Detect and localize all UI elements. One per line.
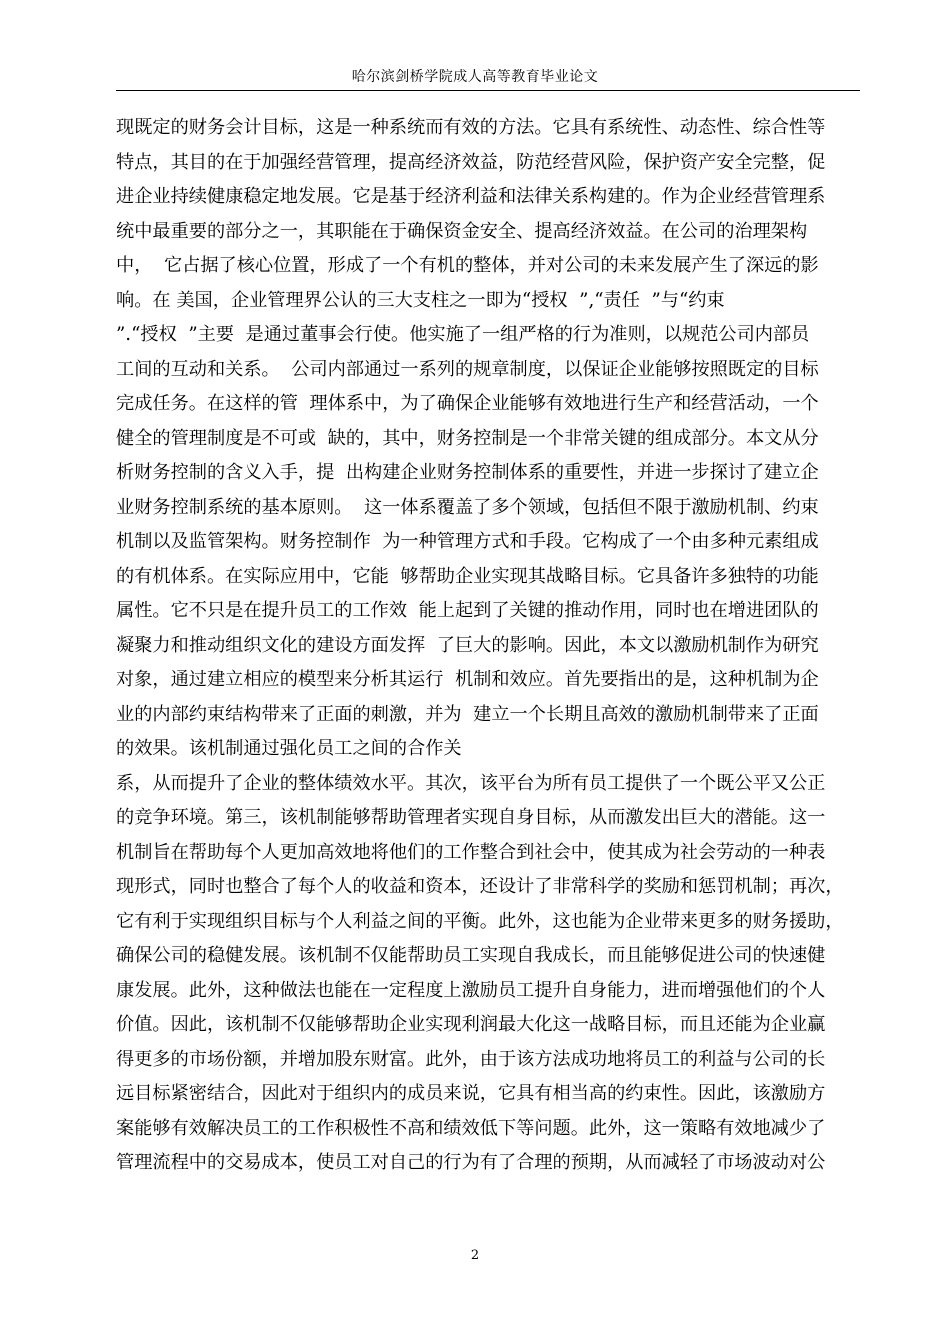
text-line: 特点，其目的在于加强经营管理，提高经济效益，防范经营风险，保护资产安全完整，促 [116, 151, 826, 173]
text-line: 康发展。此外，这种做法也能在一定程度上激励员工提升自身能力，进而增强他们的个人 [116, 979, 826, 1001]
text-line: 统中最重要的部分之一，其职能在于确保资金安全、提高经济效益。在公司的治理架构 [116, 220, 808, 242]
text-line: 业的内部约束结构带来了正面的刺激，并为 建立一个长期且高效的激励机制带来了正面 [116, 703, 819, 725]
text-line: 确保公司的稳健发展。该机制不仅能帮助员工实现自我成长，而且能够促进公司的快速健 [116, 945, 826, 966]
text-line: 的效果。该机制通过强化员工之间的合作关 [116, 738, 462, 759]
text-line: 机制以及监管架构。财务控制作 为一种管理方式和手段。它构成了一个由多种元素组成 [116, 531, 819, 552]
page-number: 2 [470, 1248, 480, 1263]
body-text [116, 111, 860, 1181]
text-line: 价值。因此，该机制不仅能够帮助企业实现利润最大化这一战略目标，而且还能为企业赢 [116, 1014, 826, 1035]
text-line: 系，从而提升了企业的整体绩效水平。其次，该平台为所有员工提供了一个既公平又公正 [116, 772, 826, 794]
text-line: 析财务控制的含义入手，提 出构建企业财务控制体系的重要性，并进一步探讨了建立企 [116, 462, 819, 483]
text-line: 对象，通过建立相应的模型来分析其运行 机制和效应。首先要指出的是，这种机制为企 [116, 669, 819, 690]
text-line: 凝聚力和推动组织文化的建设方面发挥 了巨大的影响。因此，本文以激励机制作为研究 [116, 634, 819, 656]
text-line: 响。在 美国，企业管理界公认的三大支柱之一即为“授权 ”,“责任 ”与“约束 [116, 289, 725, 311]
text-line: 管理流程中的交易成本，使员工对自己的行为有了合理的预期，从而减轻了市场波动对公 [116, 1152, 826, 1173]
text-line: 得更多的市场份额，并增加股东财富。此外，由于该方法成功地将员工的利益与公司的长 [116, 1048, 826, 1070]
text-line: 它有利于实现组织目标与个人利益之间的平衡。此外，这也能为企业带来更多的财务援助， [116, 910, 844, 932]
text-line: 完成任务。在这样的管 理体系中，为了确保企业能够有效地进行生产和经营活动，一个 [116, 393, 819, 414]
text-line: 健全的管理制度是不可或 缺的，其中，财务控制是一个非常关键的组成部分。本文从分 [116, 427, 819, 449]
text-line: 工间的互动和关系。 公司内部通过一系列的规章制度，以保证企业能够按照既定的目标 [116, 358, 819, 380]
text-line: 属性。它不只是在提升员工的工作效 能上起到了关键的推动作用，同时也在增进团队的 [116, 600, 819, 621]
text-line: 业财务控制系统的基本原则。 这一体系覆盖了多个领域，包括但不限于激励机制、约束 [116, 496, 819, 518]
text-line: 远目标紧密结合，因此对于组织内的成员来说，它具有相当高的约束性。因此，该激励方 [116, 1083, 826, 1104]
text-line: 机制旨在帮助每个人更加高效地将他们的工作整合到社会中，使其成为社会劳动的一种表 [116, 841, 826, 863]
text-line: 现形式，同时也整合了每个人的收益和资本，还设计了非常科学的奖励和惩罚机制；再次， [116, 876, 844, 897]
text-line: 中， 它占据了核心位置，形成了一个有机的整体，并对公司的未来发展产生了深远的影 [116, 255, 819, 276]
text-line: 的有机体系。在实际应用中，它能 够帮助企业实现其战略目标。它具备许多独特的功能 [116, 565, 819, 587]
text-line: 的竞争环境。第三，该机制能够帮助管理者实现自身目标，从而激发出巨大的潜能。这一 [116, 807, 826, 828]
text-line: 案能够有效解决员工的工作积极性不高和绩效低下等问题。此外，这一策略有效地减少了 [116, 1117, 826, 1139]
text-line: 现既定的财务会计目标，这是一种系统而有效的方法。它具有系统性、动态性、综合性等 [116, 117, 826, 138]
text-line: 进企业持续健康稳定地发展。它是基于经济利益和法律关系构建的。作为企业经营管理系 [116, 186, 826, 207]
header-divider [116, 90, 860, 91]
header-title: 哈尔滨剑桥学院成人高等教育毕业论文 [351, 69, 599, 85]
text-line: ”.“授权 ”主要 是通过董事会行使。他实施了一组严格的行为准则，以规范公司内部员 [116, 324, 810, 345]
